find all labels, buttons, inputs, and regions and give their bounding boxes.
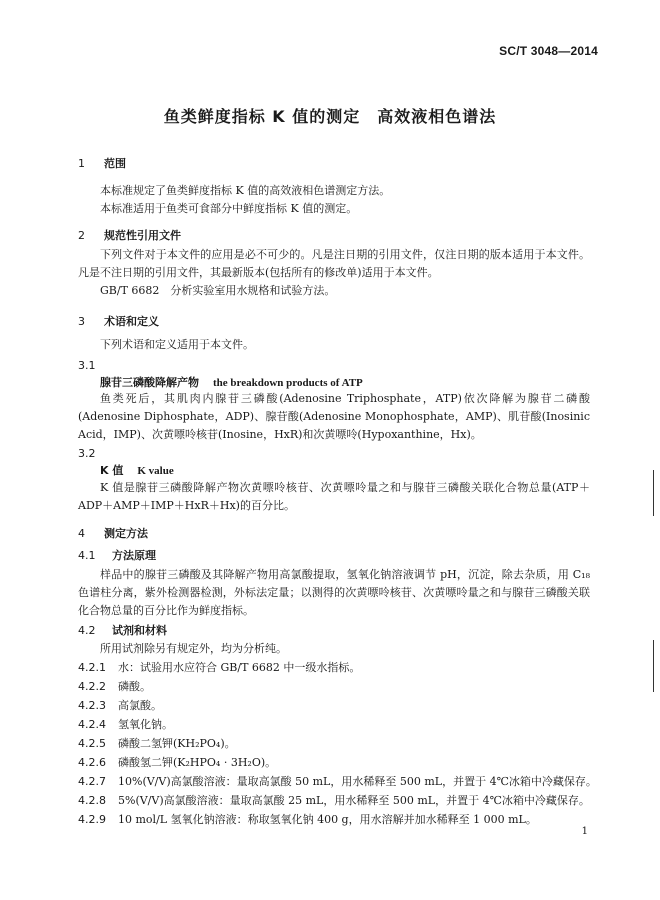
reagent-item	[78, 660, 360, 675]
item-text: 磷酸。	[118, 680, 151, 693]
item-number: 4.2.7	[78, 775, 106, 788]
section-2-heading	[78, 228, 181, 243]
section-3-heading	[78, 314, 159, 329]
subsection-title: 试剂和材料	[112, 624, 167, 637]
section-3-para-1: 下列术语和定义适用于本文件。	[100, 338, 254, 351]
standard-number: SC/T 3048—2014	[499, 44, 598, 58]
item-number: 4.2.5	[78, 737, 106, 750]
item-text: 氢氧化钠。	[118, 718, 173, 731]
subsection-4-2-heading	[78, 623, 167, 638]
item-text: 水：试验用水应符合 GB/T 6682 中一级水指标。	[118, 661, 361, 674]
item-text: 高氯酸。	[118, 699, 162, 712]
item-text: 磷酸氢二钾(K₂HPO₄ · 3H₂O)。	[118, 756, 277, 769]
subsection-4-1-heading	[78, 548, 156, 563]
item-number: 4.2.9	[78, 813, 106, 826]
reagent-item	[78, 698, 162, 713]
reagent-item	[78, 717, 173, 732]
item-number: 4.2.4	[78, 718, 106, 731]
section-1-para-1: 本标准规定了鱼类鲜度指标 K 值的高效液相色谱测定方法。	[100, 184, 391, 197]
term-1-english: the breakdown products of ATP	[213, 377, 363, 389]
document-title: 鱼类鲜度指标 K 值的测定 高效液相色谱法	[163, 107, 497, 126]
reagent-item	[78, 793, 590, 808]
reagent-item	[78, 679, 151, 694]
page-number: 1	[581, 826, 588, 837]
item-number: 4.2.1	[78, 661, 106, 674]
reagent-item	[78, 736, 236, 751]
item-number: 4.2.3	[78, 699, 106, 712]
term-2-chinese: K 值	[100, 464, 124, 477]
section-number: 4	[78, 527, 85, 540]
term-2-number	[78, 446, 104, 461]
term-2-english: K value	[137, 465, 174, 477]
section-title: 范围	[104, 157, 126, 170]
section-title: 术语和定义	[104, 315, 159, 328]
reagent-item	[78, 755, 276, 770]
item-text: 10%(V/V)高氯酸溶液：量取高氯酸 50 mL，用水稀释至 500 mL，并置于 4℃冰箱中冷藏保存。	[118, 775, 597, 788]
normative-reference: GB/T 6682 分析实验室用水规格和试验方法。	[100, 284, 336, 297]
term-1-number	[78, 358, 104, 373]
item-number: 4.2.8	[78, 794, 106, 807]
term-number: 3.1	[78, 359, 96, 372]
scan-margin-line	[653, 470, 654, 516]
item-text: 10 mol/L 氢氧化钠溶液：称取氢氧化钠 400 g，用水溶解并加水稀释至 1 000 mL。	[118, 813, 537, 826]
section-4-heading	[78, 526, 148, 541]
reagent-item	[78, 774, 597, 789]
section-1-heading	[78, 156, 126, 171]
term-1-definition: 鱼类死后，其肌肉内腺苷三磷酸(Adenosine Triphosphate，ATP)依次降解为腺苷二磷酸(Adenosine Diphosphate，ADP)、腺苷酸(Adenosine Monophosphate，AMP)、肌苷酸(Inosinic Acid，IMP)、次黄嘌呤核苷(Inosine，HxR)和次黄嘌呤(Hypoxanthine，Hx)。	[78, 392, 590, 441]
item-text: 磷酸二氢钾(KH₂PO₄)。	[118, 737, 236, 750]
section-title: 测定方法	[104, 527, 148, 540]
section-number: 3	[78, 315, 85, 328]
section-number: 2	[78, 229, 85, 242]
item-number: 4.2.2	[78, 680, 106, 693]
item-number: 4.2.6	[78, 756, 106, 769]
scan-margin-line	[653, 640, 654, 692]
section-1-para-2: 本标准适用于鱼类可食部分中鲜度指标 K 值的测定。	[100, 202, 358, 215]
section-number: 1	[78, 157, 85, 170]
subsection-4-2-para: 所用试剂除另有规定外，均为分析纯。	[100, 642, 287, 655]
term-number: 3.2	[78, 447, 96, 460]
term-1-chinese: 腺苷三磷酸降解产物	[100, 376, 199, 389]
subsection-title: 方法原理	[112, 549, 156, 562]
term-1-title	[100, 375, 363, 391]
reagent-item	[78, 812, 537, 827]
section-2-para-1: 下列文件对于本文件的应用是必不可少的。凡是注日期的引用文件，仅注日期的版本适用于本文件。凡是不注日期的引用文件，其最新版本(包括所有的修改单)适用于本文件。	[78, 248, 590, 279]
term-2-title	[100, 463, 174, 479]
section-title: 规范性引用文件	[104, 229, 181, 242]
item-text: 5%(V/V)高氯酸溶液：量取高氯酸 25 mL，用水稀释至 500 mL，并置于 4℃冰箱中冷藏保存。	[118, 794, 590, 807]
subsection-4-1-para: 样品中的腺苷三磷酸及其降解产物用高氯酸提取，氢氧化钠溶液调节 pH，沉淀，除去杂质，用 C₁₈ 色谱柱分离，紫外检测器检测，外标法定量；以测得的次黄嘌呤核苷、次黄嘌呤量之和与腺苷三磷酸关联化合物总量的百分比作为鲜度指标。	[78, 568, 590, 617]
subsection-number: 4.2	[78, 624, 96, 637]
term-2-definition: K 值是腺苷三磷酸降解产物次黄嘌呤核苷、次黄嘌呤量之和与腺苷三磷酸关联化合物总量(ATP＋ADP＋AMP＋IMP＋HxR＋Hx)的百分比。	[78, 481, 590, 512]
subsection-number: 4.1	[78, 549, 96, 562]
